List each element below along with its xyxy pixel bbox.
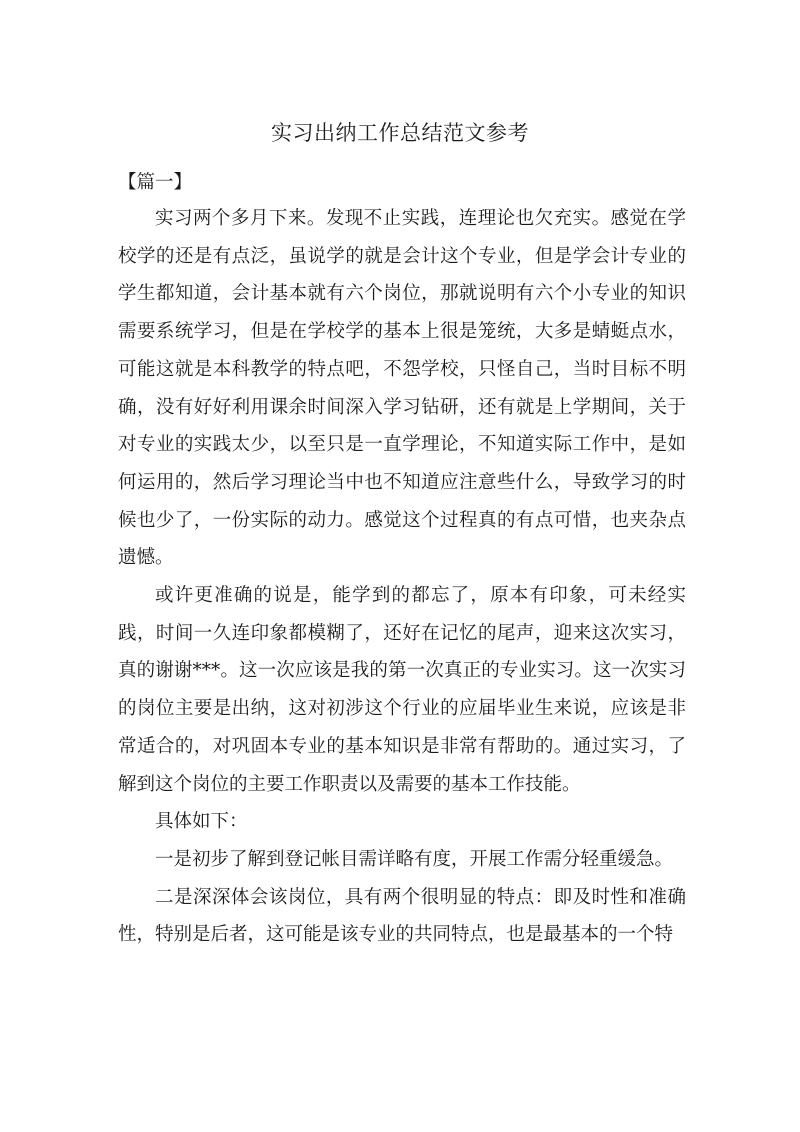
paragraph-1: 实习两个多月下来。发现不止实践，连理论也欠充实。感觉在学校学的还是有点泛，虽说学的就是会计这个专业，但是学会计专业的学生都知道，会计基本就有六个岗位，那就说明有六个小专业的知识需要系统学习，但是在学校学的基本上很是笼统，大多是蜻蜓点水，可能这就是本科教学的特点吧，不怨学校，只怪自己，当时目标不明确，没有好好利用课余时间深入学习钻研，还有就是上学期间，关于对专业的实践太少，以至只是一直学理论，不知道实际工作中，是如何运用的，然后学习理论当中也不知道应注意些什么，导致学习的时候也少了，一份实际的动力。感觉这个过程真的有点可惜，也夹杂点遗憾。 <box>118 208 686 569</box>
paragraph-5: 二是深深体会该岗位，具有两个很明显的特点：即及时性和准确性，特别是后者，这可能是该专业的共同特点，也是最基本的一个特 <box>118 886 686 946</box>
document-body <box>118 200 686 954</box>
section-label: 【篇一】 <box>118 172 193 193</box>
paragraph-4: 一是初步了解到登记帐目需详略有度，开展工作需分轻重缓急。 <box>155 848 674 870</box>
document-title: 实习出纳工作总结范文参考 <box>271 121 529 145</box>
paragraph-2: 或许更准确的说是，能学到的都忘了，原本有印象，可未经实践，时间一久连印象都模糊了，还好在记忆的尾声，迎来这次实习，真的谢谢***。这一次应该是我的第一次真正的专业实习。这一次实习的岗位主要是出纳，这对初涉这个行业的应届毕业生来说，应该是非常适合的，对巩固本专业的基本知识是非常有帮助的。通过实习，了解到这个岗位的主要工作职责以及需要的基本工作技能。 <box>118 585 686 795</box>
paragraph-3: 具体如下： <box>155 811 248 833</box>
